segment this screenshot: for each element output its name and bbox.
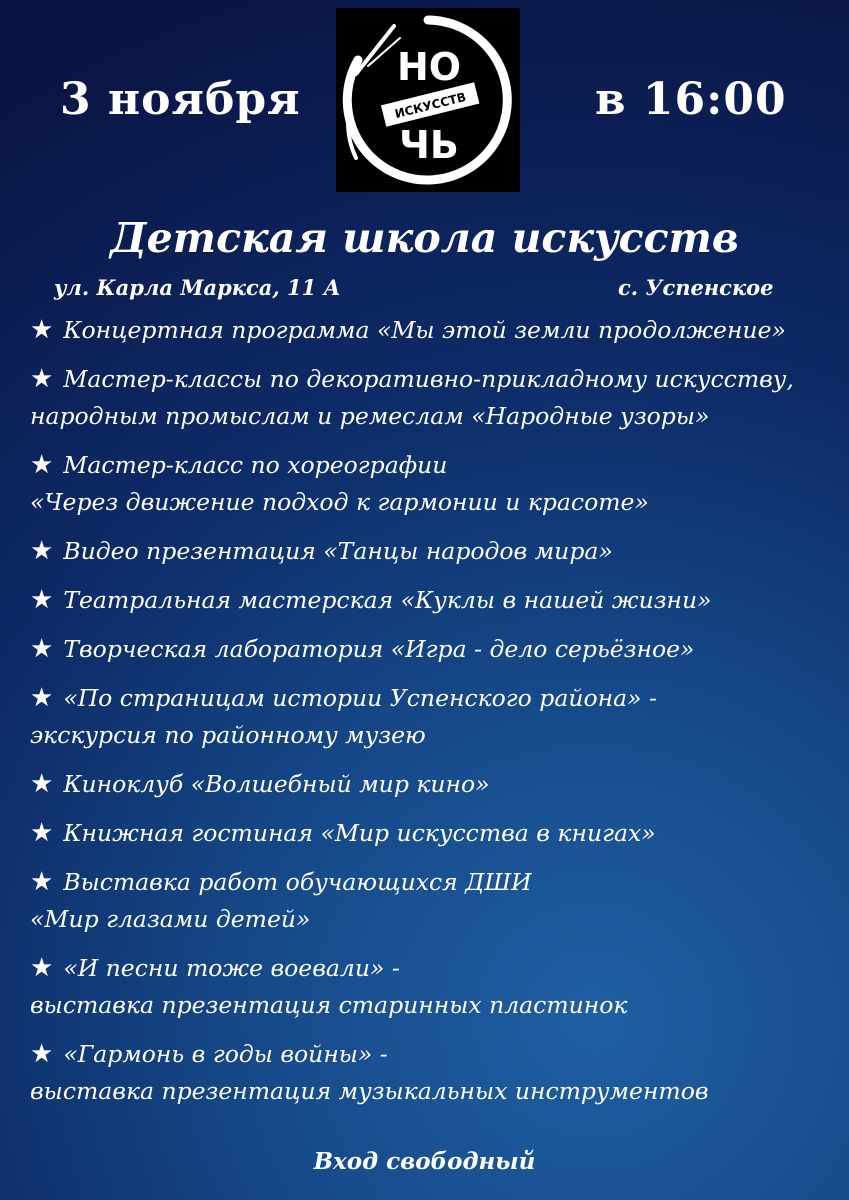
free-entry-note: Вход свободный bbox=[313, 1148, 536, 1175]
event-line bbox=[30, 582, 830, 619]
event-line bbox=[30, 361, 830, 398]
star-icon: ★ bbox=[30, 867, 54, 897]
event-line bbox=[30, 1036, 830, 1073]
star-icon: ★ bbox=[30, 818, 54, 848]
event-text: Мастер-классы по декоративно-прикладному искусству, bbox=[63, 365, 794, 393]
event-line bbox=[30, 312, 830, 349]
event-line bbox=[30, 766, 830, 803]
event-line bbox=[30, 717, 830, 754]
event-line bbox=[30, 533, 830, 570]
event-text: «По страницам истории Успенского района» - bbox=[63, 684, 657, 712]
star-icon: ★ bbox=[30, 953, 54, 983]
village-name: с. Успенское bbox=[618, 275, 774, 300]
event-item bbox=[30, 631, 830, 668]
event-time: в 16:00 bbox=[595, 74, 787, 125]
event-line bbox=[30, 987, 830, 1024]
event-text: Творческая лаборатория «Игра - дело серьёзное» bbox=[63, 635, 695, 663]
event-line bbox=[30, 631, 830, 668]
event-line bbox=[30, 901, 830, 938]
event-line bbox=[30, 447, 830, 484]
event-line bbox=[30, 1073, 830, 1110]
event-text: Концертная программа «Мы этой земли продолжение» bbox=[63, 316, 786, 344]
logo-top-text: НО bbox=[396, 45, 462, 89]
event-text: народным промыслам и ремеслам «Народные узоры» bbox=[30, 402, 710, 430]
event-item bbox=[30, 312, 830, 349]
event-text: Книжная гостиная «Мир искусства в книгах» bbox=[63, 819, 656, 847]
event-item bbox=[30, 533, 830, 570]
event-text: выставка презентация музыкальных инструментов bbox=[30, 1077, 709, 1105]
event-text: Видео презентация «Танцы народов мира» bbox=[63, 537, 613, 565]
event-text: Выставка работ обучающихся ДШИ bbox=[63, 868, 532, 896]
event-text: выставка презентация старинных пластинок bbox=[30, 991, 628, 1019]
star-icon: ★ bbox=[30, 769, 54, 799]
event-item bbox=[30, 582, 830, 619]
event-item bbox=[30, 447, 830, 521]
event-line bbox=[30, 680, 830, 717]
event-line bbox=[30, 864, 830, 901]
event-line bbox=[30, 815, 830, 852]
event-item bbox=[30, 680, 830, 754]
event-item bbox=[30, 1036, 830, 1110]
logo-bottom-text: ЧЬ bbox=[399, 123, 459, 167]
event-item bbox=[30, 815, 830, 852]
event-line bbox=[30, 484, 830, 521]
event-text: «Гармонь в годы войны» - bbox=[63, 1040, 388, 1068]
event-text: Мастер-класс по хореографии bbox=[63, 451, 448, 479]
page-title: Детская школа искусств bbox=[110, 214, 739, 262]
event-item bbox=[30, 950, 830, 1024]
event-item bbox=[30, 864, 830, 938]
event-text: Киноклуб «Волшебный мир кино» bbox=[63, 770, 490, 798]
star-icon: ★ bbox=[30, 1039, 54, 1069]
event-item bbox=[30, 766, 830, 803]
event-line bbox=[30, 950, 830, 987]
event-text: «Через движение подход к гармонии и красоте» bbox=[30, 488, 649, 516]
event-date: 3 ноября bbox=[60, 74, 301, 125]
star-icon: ★ bbox=[30, 364, 54, 394]
event-item bbox=[30, 361, 830, 435]
logo-middle-text: ИСКУССТВ bbox=[393, 89, 468, 122]
star-icon: ★ bbox=[30, 450, 54, 480]
event-text: «Мир глазами детей» bbox=[30, 905, 311, 933]
star-icon: ★ bbox=[30, 585, 54, 615]
brush-circle-logo-icon bbox=[336, 8, 520, 192]
event-list bbox=[30, 312, 830, 1122]
star-icon: ★ bbox=[30, 315, 54, 345]
star-icon: ★ bbox=[30, 536, 54, 566]
event-text: экскурсия по районному музею bbox=[30, 721, 426, 749]
street-address: ул. Карла Маркса, 11 А bbox=[54, 275, 341, 300]
event-text: Театральная мастерская «Куклы в нашей жизни» bbox=[63, 586, 712, 614]
event-line bbox=[30, 398, 830, 435]
star-icon: ★ bbox=[30, 683, 54, 713]
star-icon: ★ bbox=[30, 634, 54, 664]
event-text: «И песни тоже воевали» - bbox=[63, 954, 400, 982]
